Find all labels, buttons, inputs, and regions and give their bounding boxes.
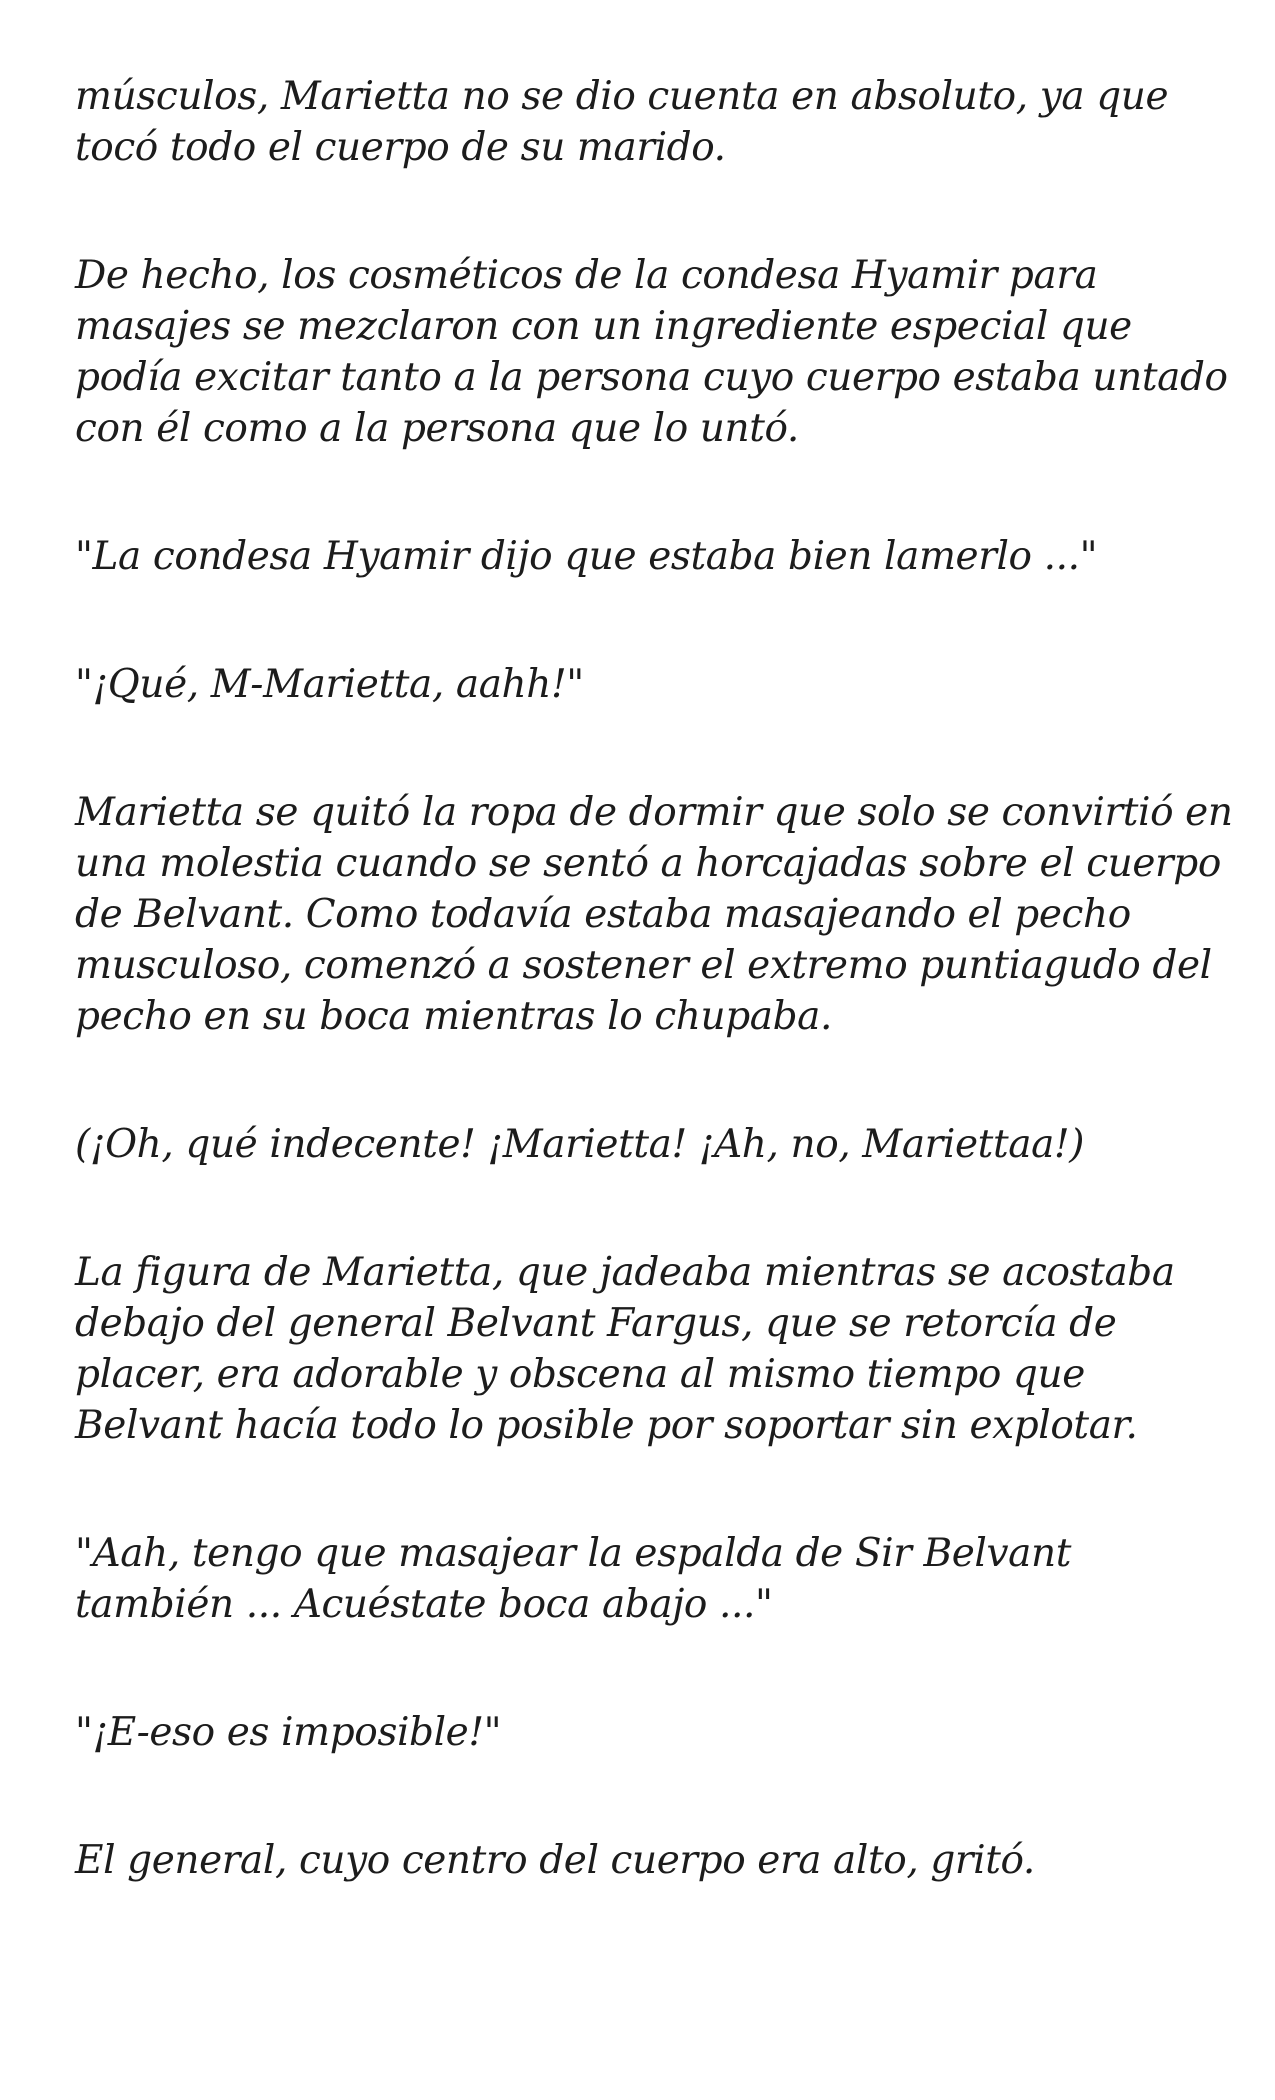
paragraph-9: "¡E-eso es imposible!"	[75, 1710, 502, 1755]
paragraph-7: La figura de Marietta, que jadeaba mientras se acostaba debajo del general Belvant Fargus, que se retorcía de placer, era adorable y obscena al mismo tiempo que Belvant hacía todo lo posible por soportar sin explotar.	[75, 1250, 1175, 1448]
paragraph-5: Marietta se quitó la ropa de dormir que solo se convirtió en una molestia cuando se sentó a horcajadas sobre el cuerpo de Belvant. Como todavía estaba masajeando el pecho musculoso, comenzó a sostener el extremo puntiagudo del pecho en su boca mientras lo chupaba.	[75, 790, 1233, 1039]
paragraph-2: De hecho, los cosméticos de la condesa Hyamir para masajes se mezclaron con un ingrediente especial que podía excitar tanto a la persona cuyo cuerpo estaba untado con él como a la persona que lo untó.	[75, 253, 1228, 451]
paragraph-8: "Aah, tengo que masajear la espalda de Sir Belvant también ... Acuéstate boca abajo ..."	[75, 1531, 1071, 1627]
paragraph-1: músculos, Marietta no se dio cuenta en absoluto, ya que tocó todo el cuerpo de su marido.	[75, 74, 1169, 170]
paragraph-4: "¡Qué, M-Marietta, aahh!"	[75, 662, 584, 707]
paragraph-6: (¡Oh, qué indecente! ¡Marietta! ¡Ah, no, Mariettaa!)	[75, 1122, 1085, 1167]
paragraph-3: "La condesa Hyamir dijo que estaba bien lamerlo ..."	[75, 534, 1098, 579]
paragraph-10: El general, cuyo centro del cuerpo era alto, gritó.	[75, 1838, 1035, 1883]
